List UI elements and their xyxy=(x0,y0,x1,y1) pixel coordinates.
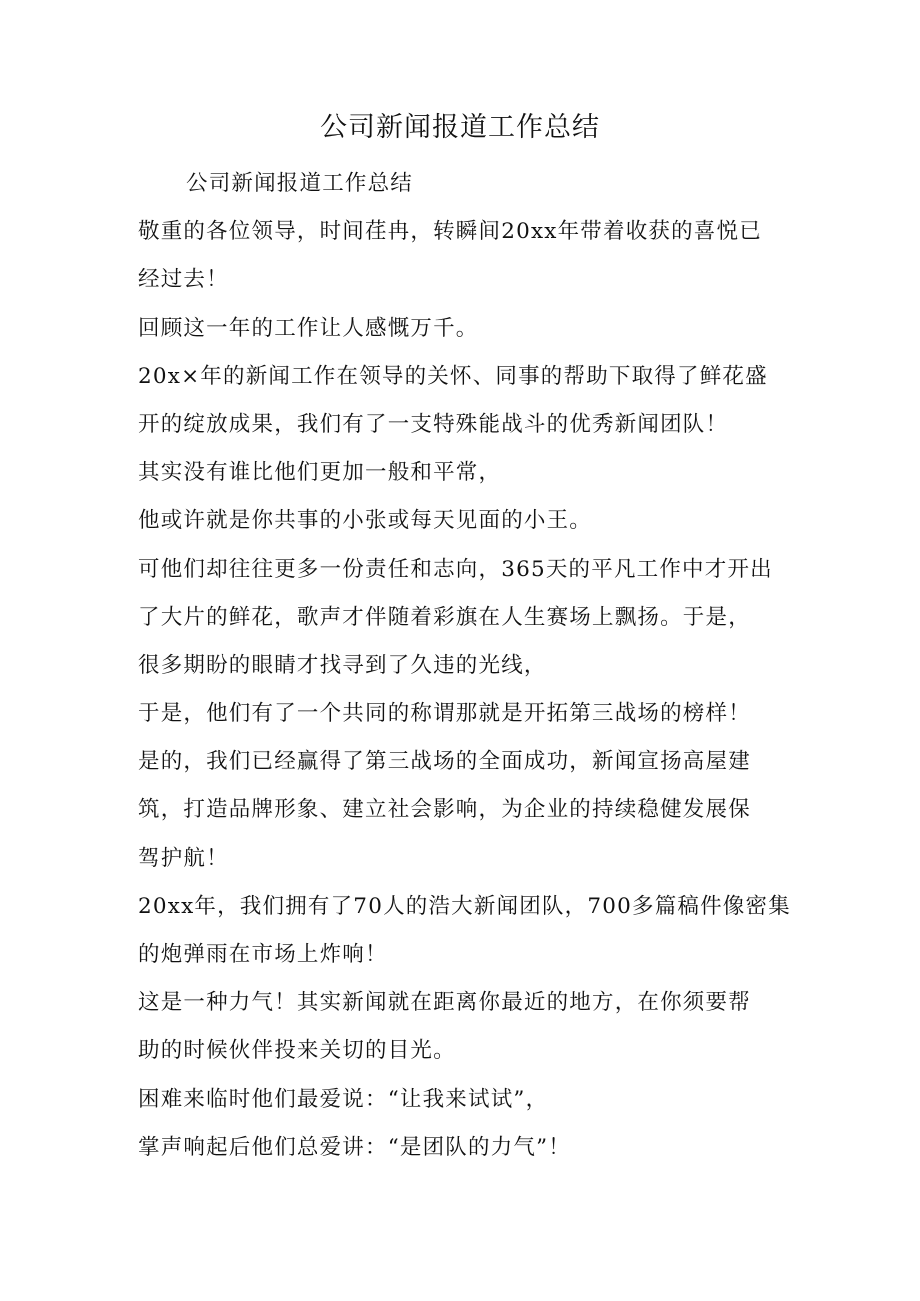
paragraph-line: 筑，打造品牌形象、建立社会影响，为企业的持续稳健发展保 xyxy=(138,797,751,823)
paragraph-line: 的炮弹雨在市场上炸响！ xyxy=(138,942,388,967)
paragraph-line: 20x×年的新闻工作在领导的关怀、同事的帮助下取得了鲜花盛 xyxy=(138,363,768,389)
document-subtitle: 公司新闻报道工作总结 xyxy=(186,171,414,196)
paragraph-line: 其实没有谁比他们更加一般和平常， xyxy=(138,460,502,486)
paragraph-line: 困难来临时他们最爱说：“让我来试试”， xyxy=(138,1086,549,1112)
paragraph-line: 驾护航！ xyxy=(138,845,229,871)
paragraph-line: 助的时候伙伴投来关切的目光。 xyxy=(138,1038,456,1064)
document-body xyxy=(138,160,798,1172)
paragraph-line: 于是，他们有了一个共同的称谓那就是开拓第三战场的榜样！ xyxy=(138,701,751,727)
paragraph-line: 经过去！ xyxy=(138,267,229,293)
paragraph-line: 了大片的鲜花，歌声才伴随着彩旗在人生赛场上飘扬。于是， xyxy=(138,604,751,630)
paragraph-line: 他或许就是你共事的小张或每天见面的小王。 xyxy=(138,508,593,534)
paragraph-line: 敬重的各位领导，时间荏冉，转瞬间20xx年带着收获的喜悦已 xyxy=(138,219,762,245)
paragraph-line: 是的，我们已经赢得了第三战场的全面成功，新闻宣扬高屋建 xyxy=(138,749,751,775)
document-title: 公司新闻报道工作总结 xyxy=(320,112,600,143)
paragraph-line: 20xx年，我们拥有了70人的浩大新闻团队，700多篇稿件像密集 xyxy=(138,893,791,919)
paragraph-line: 回顾这一年的工作让人感慨万千。 xyxy=(138,315,479,341)
paragraph-line: 开的绽放成果，我们有了一支特殊能战斗的优秀新闻团队！ xyxy=(138,411,729,437)
paragraph-line: 掌声响起后他们总爱讲：“是团队的力气”！ xyxy=(138,1134,571,1160)
paragraph-line: 这是一种力气！其实新闻就在距离你最近的地方，在你须要帮 xyxy=(138,990,751,1016)
paragraph-line: 很多期盼的眼睛才找寻到了久违的光线， xyxy=(138,652,547,678)
paragraph-line: 可他们却往往更多一份责任和志向，365天的平凡工作中才开出 xyxy=(138,556,773,582)
